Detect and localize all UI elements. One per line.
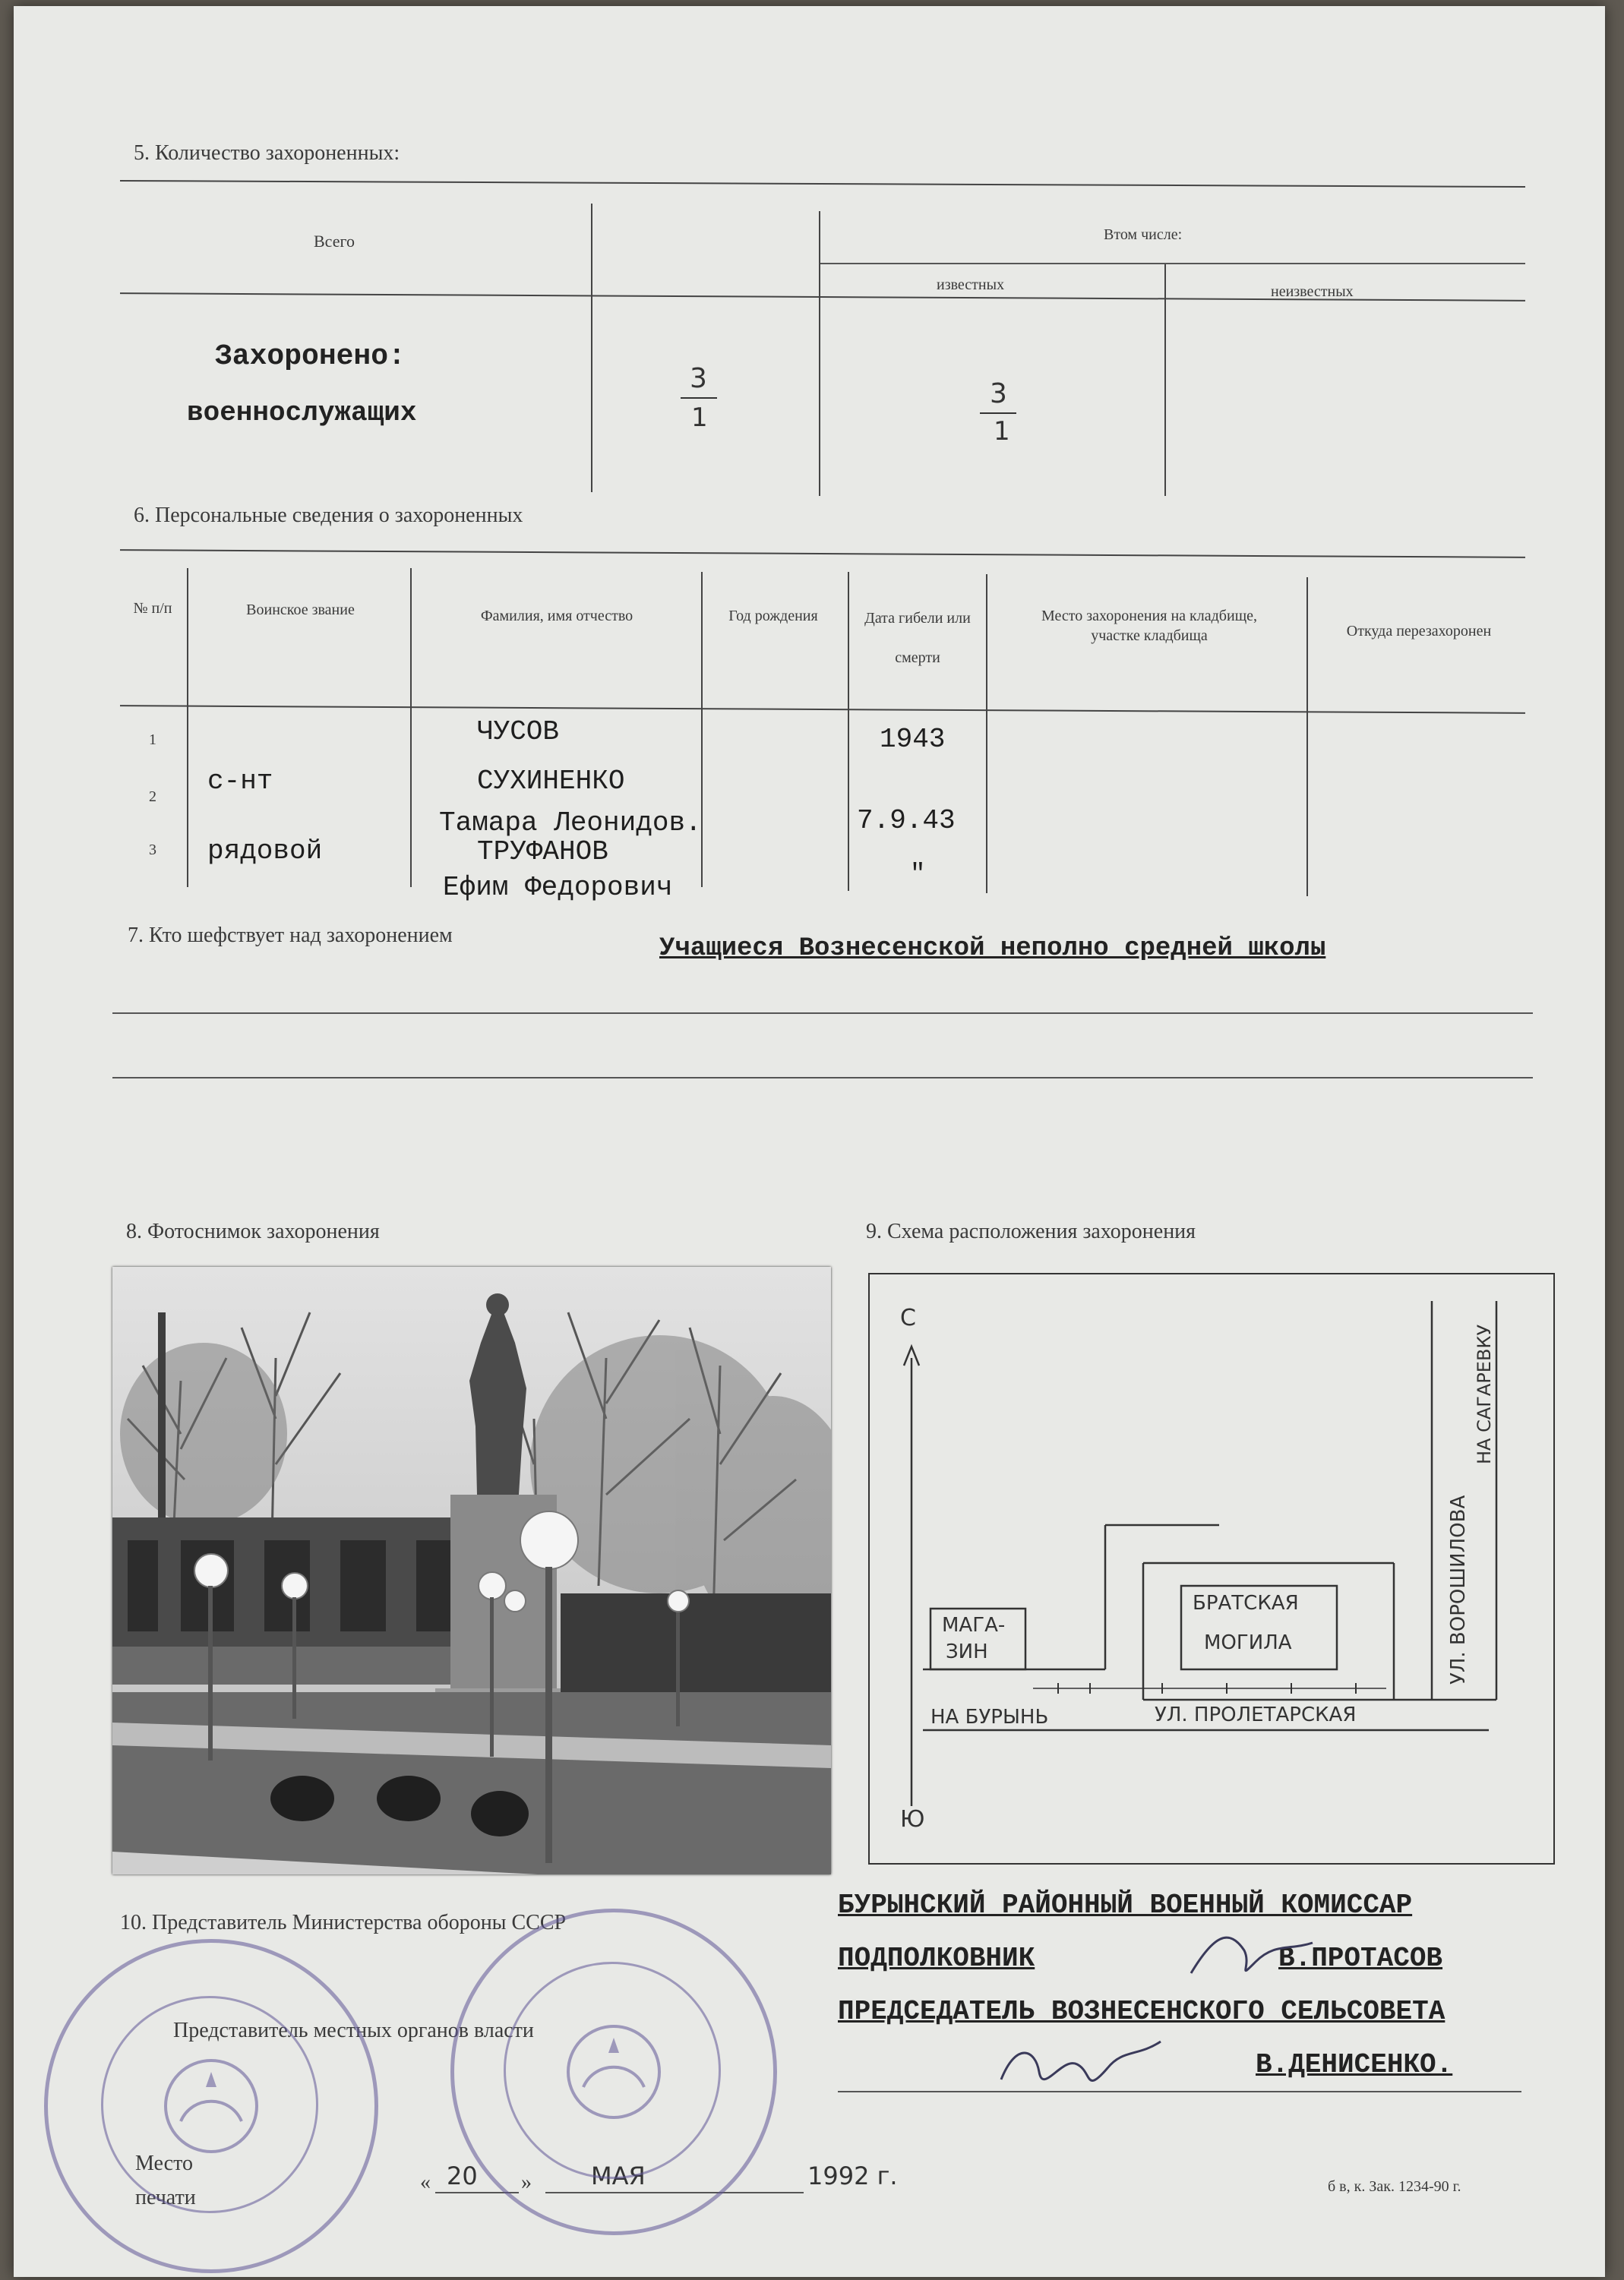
seal-place-line2: печати	[135, 2186, 196, 2209]
header-place: Место захоронения на кладбище, участке кладбища	[1041, 608, 1257, 644]
row-label-line1: Захоронено:	[215, 340, 406, 373]
table6-sep-6	[1306, 577, 1308, 896]
header-death: Дата гибели или смерти	[864, 610, 971, 666]
table6-sep-5	[986, 574, 987, 893]
row3-name-2: Ефим Федорович	[443, 872, 673, 903]
commissar-line: БУРЫНСКИЙ РАЙОННЫЙ ВОЕННЫЙ КОМИССАР	[838, 1890, 1413, 1921]
commissar-name: В.ПРОТАСОВ	[1278, 1943, 1443, 1974]
table6-sep-1	[187, 568, 188, 887]
row-label-line2: военнослужащих	[187, 397, 417, 428]
scheme-south-label: Ю	[900, 1806, 925, 1833]
header-birth: Год рождения	[728, 608, 818, 624]
location-scheme	[868, 1273, 1555, 1865]
row1-name: ЧУСОВ	[477, 716, 560, 747]
section7-line-2	[112, 1012, 1533, 1014]
scheme-grave-line2: МОГИЛА	[1204, 1631, 1292, 1654]
table6-sep-2	[410, 568, 412, 887]
date-close-quote: »	[521, 2171, 532, 2194]
total-bottom: 1	[691, 403, 708, 433]
row1-num: 1	[149, 731, 156, 748]
signature-line	[838, 2091, 1521, 2092]
header-rank: Воинское звание	[246, 602, 355, 618]
memorial-photo	[112, 1267, 831, 1874]
header-num: № п/п	[133, 600, 172, 617]
scheme-road-burin: НА БУРЫНЬ	[930, 1706, 1049, 1729]
section9-title: 9. Схема расположения захоронения	[866, 1220, 1196, 1243]
scheme-street-voroshilova: УЛ. ВОРОШИЛОВА	[1447, 1495, 1470, 1685]
total-fraction-bar	[681, 397, 717, 399]
section6-title: 6. Персональные сведения о захороненных	[134, 504, 523, 527]
row2-rank: с-нт	[207, 766, 273, 797]
row2-num: 2	[149, 788, 156, 805]
village-seal-emblem	[154, 2049, 268, 2163]
header-name: Фамилия, имя отчество	[480, 608, 633, 624]
section5-title: 5. Количество захороненных:	[134, 141, 400, 165]
table5-col-sep-1	[591, 204, 592, 492]
row3-rank: рядовой	[207, 835, 323, 867]
header-from: Откуда перезахоронен	[1346, 623, 1492, 639]
row3-num: 3	[149, 842, 156, 858]
table6-sep-4	[848, 572, 849, 891]
col-known-header: известных	[937, 276, 1005, 293]
military-commissariat-seal	[450, 1909, 777, 2235]
section7-value: Учащиеся Вознесенской неполно средней школы	[659, 934, 1326, 963]
scheme-shop-line2: ЗИН	[946, 1641, 988, 1663]
rank-line: ПОДПОЛКОВНИК	[838, 1943, 1035, 1974]
document-sheet	[14, 6, 1605, 2277]
scheme-road-sagarevka: НА САГАРЕВКУ	[1474, 1324, 1495, 1464]
row3-name: ТРУФАНОВ	[477, 836, 608, 867]
table5-col-sep-3	[1164, 264, 1166, 496]
chairman-name: В.ДЕНИСЕНКО.	[1256, 2049, 1453, 2080]
table6-sep-3	[701, 572, 703, 887]
table5-subheader-line	[819, 263, 1525, 264]
row3-death: "	[910, 861, 926, 889]
table5-top-border	[120, 180, 1525, 188]
scheme-grave-line1: БРАТСКАЯ	[1193, 1592, 1299, 1615]
known-fraction-bar	[980, 412, 1016, 414]
chairman-signature	[994, 2026, 1168, 2110]
date-year: 1992 г.	[807, 2162, 898, 2190]
military-seal-emblem	[557, 2015, 671, 2129]
section10-title: 10. Представитель Министерства обороны СССР	[120, 1911, 567, 1934]
section8-title: 8. Фотоснимок захоронения	[126, 1220, 380, 1243]
total-top: 3	[690, 363, 707, 394]
row2-name: СУХИНЕНКО	[477, 766, 625, 797]
section7-title: 7. Кто шефствует над захоронением	[128, 924, 453, 947]
scheme-road-proletarskaya: УЛ. ПРОЛЕТАРСКАЯ	[1155, 1704, 1357, 1726]
chairman-line: ПРЕДСЕДАТЕЛЬ ВОЗНЕСЕНСКОГО СЕЛЬСОВЕТА	[838, 1996, 1445, 2027]
known-bottom: 1	[994, 416, 1010, 447]
printer-mark: б в, к. Зак. 1234-90 г.	[1328, 2178, 1461, 2195]
date-open-quote: «	[420, 2171, 431, 2194]
date-day: 20	[447, 2162, 478, 2190]
date-month: МАЯ	[591, 2162, 646, 2190]
local-rep-label: Представитель местных органов власти	[173, 2019, 534, 2042]
col-unknown-header: неизвестных	[1271, 283, 1354, 300]
row1-death: 1943	[880, 724, 946, 755]
table6-header-bottom	[120, 705, 1525, 714]
row2-name-2: Тамара Леонидов.	[439, 807, 702, 838]
row2-death: 7.9.43	[857, 805, 956, 836]
known-top: 3	[990, 378, 1007, 409]
table5-col-sep-2	[819, 211, 820, 496]
table6-top-border	[120, 549, 1525, 558]
section7-line-3	[112, 1077, 1533, 1078]
col-total-header: Всего	[314, 232, 355, 251]
seal-place-line1: Место	[135, 2152, 193, 2175]
scheme-north-label: С	[900, 1305, 916, 1331]
village-council-seal	[44, 1939, 378, 2273]
col-including-header: Втом числе:	[1104, 226, 1183, 243]
scheme-shop-line1: МАГА-	[942, 1614, 1006, 1637]
commissar-signature	[1183, 1920, 1320, 1996]
